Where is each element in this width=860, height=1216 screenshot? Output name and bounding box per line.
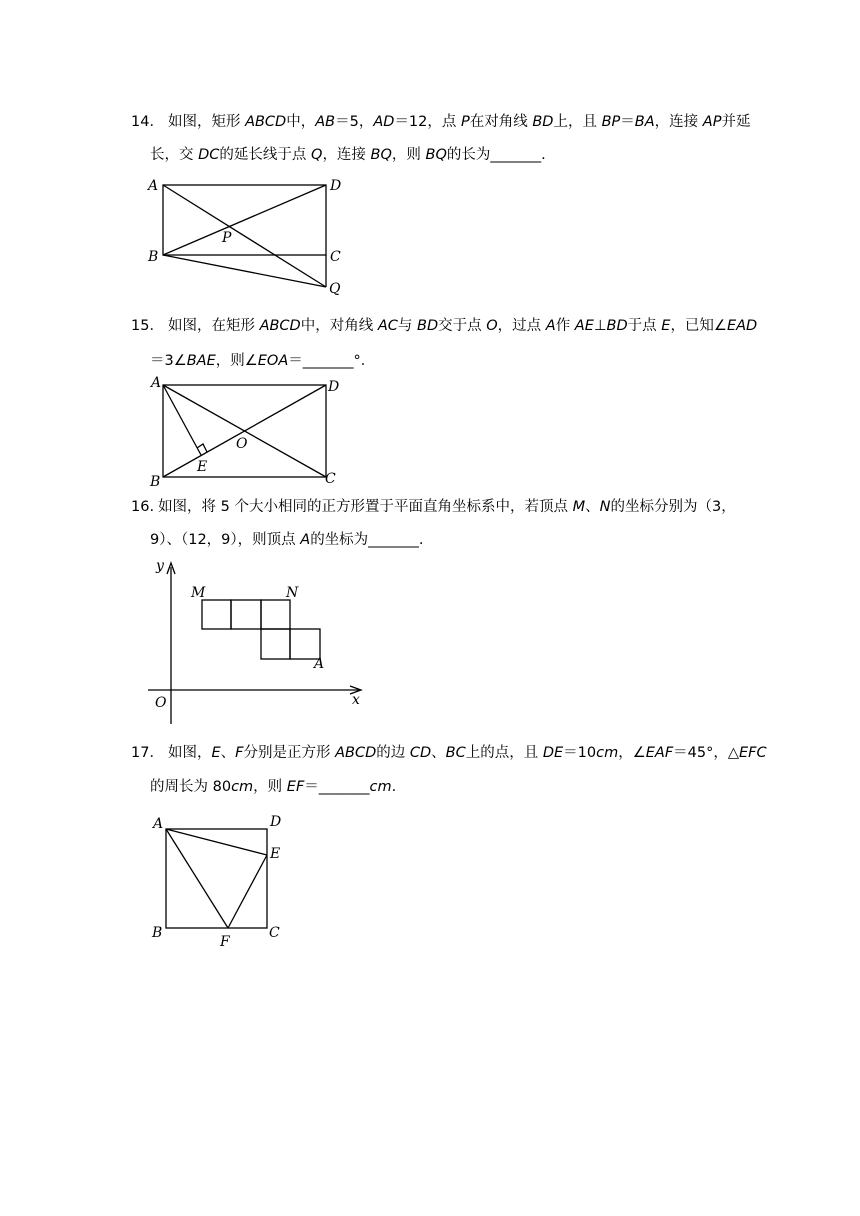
text-segment: 作: [555, 318, 575, 334]
label-d: D: [330, 178, 342, 194]
label-o: O: [155, 695, 167, 711]
math-symbol: ABCD: [259, 318, 301, 334]
text-segment: 的周长为 80: [150, 779, 232, 795]
text-segment: 于点: [627, 318, 662, 334]
math-symbol: EOA: [257, 353, 289, 369]
math-symbol: E: [211, 745, 221, 761]
text-segment: .: [391, 779, 397, 795]
math-symbol: BD: [417, 318, 439, 334]
label-a: A: [148, 178, 159, 194]
problem-number: 17．: [131, 745, 164, 761]
label-y: y: [156, 558, 164, 574]
text-segment: ，则∠: [215, 353, 258, 369]
problem-number: 15．: [131, 318, 164, 334]
math-symbol: EFC: [739, 745, 767, 761]
text-segment: ，∠: [618, 745, 646, 761]
math-symbol: P: [461, 114, 470, 130]
math-symbol: AD: [373, 114, 395, 130]
label-p: P: [222, 230, 232, 246]
math-symbol: cm: [369, 779, 392, 795]
text-segment: ＝_______: [304, 779, 370, 795]
label-b: B: [150, 474, 161, 490]
math-symbol: EF: [286, 779, 305, 795]
math-symbol: BA: [634, 114, 655, 130]
math-symbol: cm: [231, 779, 254, 795]
math-symbol: BAE: [186, 353, 216, 369]
label-o: O: [236, 436, 248, 452]
math-symbol: M: [572, 499, 586, 515]
text-segment: ，已知∠: [670, 318, 727, 334]
text-segment: 、: [585, 499, 600, 515]
text-segment: 长，交: [150, 147, 199, 163]
square-abcd: [166, 829, 267, 928]
math-symbol: EAD: [726, 318, 758, 334]
text-segment: ，连接: [322, 147, 371, 163]
text-segment: 的坐标分别为（3，: [610, 499, 736, 515]
math-symbol: DE: [542, 745, 564, 761]
text-segment: 9）、（12，9），则顶点: [150, 532, 301, 548]
math-symbol: BQ: [425, 147, 447, 163]
line-ae: [166, 829, 267, 855]
math-symbol: AE: [574, 318, 594, 334]
label-b: B: [152, 925, 163, 941]
text-segment: 如图，矩形: [167, 114, 246, 130]
math-symbol: N: [599, 499, 611, 515]
math-symbol: O: [486, 318, 498, 334]
text-segment: ，则: [253, 779, 287, 795]
text-segment: 在对角线: [469, 114, 533, 130]
math-symbol: BD: [606, 318, 628, 334]
text-segment: 、: [220, 745, 236, 761]
label-e: E: [197, 459, 208, 475]
text-segment: 如图，在矩形: [167, 318, 260, 334]
label-c: C: [269, 925, 280, 941]
math-symbol: E: [661, 318, 671, 334]
line-fe: [228, 855, 267, 928]
text-segment: ，连接: [654, 114, 703, 130]
label-e: E: [270, 846, 281, 862]
math-symbol: DC: [198, 147, 220, 163]
problem-number: 14．: [131, 114, 164, 130]
text-segment: ⊥: [593, 318, 607, 334]
text-segment: 的边: [376, 745, 410, 761]
math-symbol: AB: [315, 114, 336, 130]
math-symbol: F: [235, 745, 244, 761]
text-segment: 的坐标为_______.: [310, 532, 424, 548]
text-segment: 并延: [721, 114, 751, 130]
text-segment: ＝_______°．: [288, 353, 376, 369]
text-segment: ，过点: [497, 318, 546, 334]
math-symbol: AP: [702, 114, 722, 130]
label-d: D: [328, 379, 340, 395]
text-segment: ＝: [620, 114, 635, 130]
label-x: x: [352, 692, 360, 708]
math-symbol: ABCD: [245, 114, 287, 130]
math-symbol: cm: [596, 745, 619, 761]
text-segment: 上的点，且: [465, 745, 543, 761]
math-symbol: BD: [532, 114, 554, 130]
label-a: A: [314, 656, 325, 672]
text-segment: 上，且: [553, 114, 602, 130]
text-segment: 与: [397, 318, 417, 334]
math-symbol: Q: [311, 147, 323, 163]
text-segment: ，则: [391, 147, 426, 163]
math-symbol: A: [545, 318, 556, 334]
label-m: M: [191, 585, 206, 601]
label-n: N: [286, 585, 299, 601]
math-symbol: BQ: [370, 147, 392, 163]
text-segment: 的延长线于点: [219, 147, 312, 163]
math-symbol: CD: [409, 745, 432, 761]
math-symbol: EAF: [645, 745, 674, 761]
math-symbol: A: [300, 532, 311, 548]
text-segment: ＝12，点: [394, 114, 461, 130]
text-segment: 的长为_______.: [446, 147, 546, 163]
label-q: Q: [329, 281, 341, 297]
text-segment: 分别是正方形: [243, 745, 336, 761]
label-a: A: [153, 816, 164, 832]
label-c: C: [330, 249, 341, 265]
label-d: D: [270, 814, 282, 830]
text-segment: 如图，: [167, 745, 212, 761]
math-symbol: ABCD: [335, 745, 377, 761]
text-segment: ＝45°，△: [673, 745, 740, 761]
label-c: C: [325, 471, 336, 487]
math-symbol: BP: [601, 114, 621, 130]
text-segment: 交于点: [438, 318, 487, 334]
text-segment: ＝3∠: [150, 353, 187, 369]
label-b: B: [148, 249, 159, 265]
problem-number: 16.: [131, 499, 155, 515]
label-f: F: [220, 934, 230, 950]
math-symbol: AC: [377, 318, 398, 334]
text-segment: 中，: [286, 114, 316, 130]
text-segment: ＝10: [563, 745, 597, 761]
text-segment: 如图，将 5 个大小相同的正方形置于平面直角坐标系中，若顶点: [158, 499, 573, 515]
math-symbol: BC: [445, 745, 466, 761]
label-a: A: [151, 375, 162, 391]
text-segment: 、: [431, 745, 446, 761]
line-af: [166, 829, 228, 928]
text-segment: ＝5，: [335, 114, 374, 130]
text-segment: 中，对角线: [300, 318, 378, 334]
